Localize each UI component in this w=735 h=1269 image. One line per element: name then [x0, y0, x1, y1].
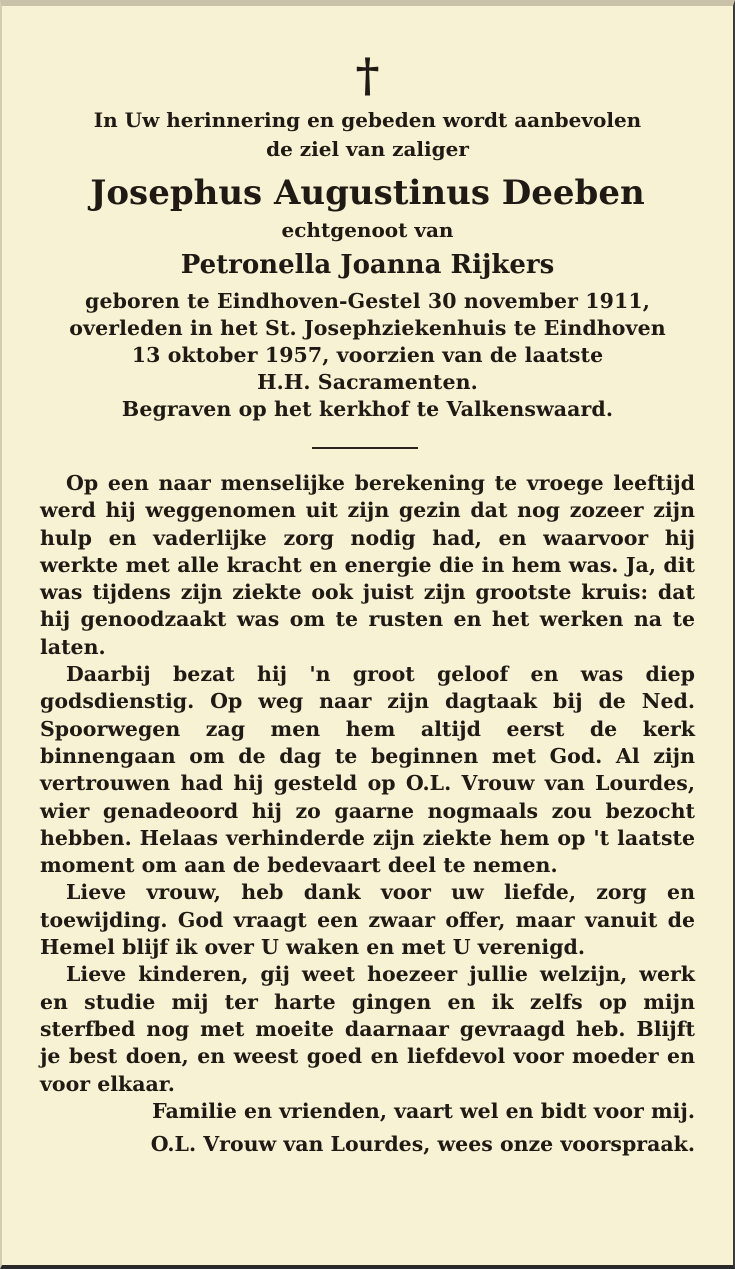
paragraph: Daarbij bezat hij 'n groot geloof en was diep godsdienstig. Op weg naar zijn dagtaak bij de Ned. Spoorwegen zag men hem altijd eerst de kerk binnengaan om de dag te beginnen met God. Al zijn vertrouwen had hij gesteld op O.L. Vrouw van Lourdes, wier genadeoord hij zo gaarne nogmaals zou bezocht hebben. Helaas verhinderde zijn ziekte hem op 't laatste moment om aan de bedevaart deel te nemen. [40, 662, 695, 878]
deceased-name: Josephus Augustinus Deeben [90, 173, 645, 213]
bio-line: H.H. Sacramenten. [257, 370, 478, 394]
intro-line-2: de ziel van zaliger [266, 137, 469, 161]
spouse-intro: echtgenoot van [281, 218, 454, 242]
bio-block [32, 288, 703, 423]
bio-line: 13 oktober 1957, voorzien van de laatste [131, 343, 604, 367]
cross-icon: † [355, 48, 380, 102]
spouse-name: Petronella Joanna Rijkers [180, 250, 555, 280]
closing-line: Familie en vrienden, vaart wel en bidt voor mij. [152, 1098, 695, 1123]
card-header [32, 106, 703, 423]
intro-line-1: In Uw herinnering en gebeden wordt aanbevolen [93, 108, 642, 132]
bio-line: geboren te Eindhoven-Gestel 30 november 1911, [85, 289, 650, 313]
bio-line: Begraven op het kerkhof te Valkenswaard. [121, 397, 614, 421]
card-body [40, 470, 695, 1158]
divider [312, 447, 418, 449]
final-prayer: O.L. Vrouw van Lourdes, wees onze voorspraak. [150, 1132, 695, 1157]
paragraph: Op een naar menselijke berekening te vroege leeftijd werd hij weggenomen uit zijn gezin dat nog zozeer zijn hulp en vaderlijke zorg nodig had, en waarvoor hij werkte met alle kracht en energie die in hem was. Ja, dit was tijdens zijn ziekte ook juist zijn grootste kruis: dat hij genoodzaakt was om te rusten en het werken na te laten. [40, 471, 695, 659]
paragraph: Lieve vrouw, heb dank voor uw liefde, zorg en toewijding. God vraagt een zwaar offer, maar vanuit de Hemel blijf ik over U waken en met U verenigd. [40, 880, 695, 960]
paragraph: Lieve kinderen, gij weet hoezeer jullie welzijn, werk en studie mij ter harte gingen en ik zelfs op mijn sterfbed nog met moeite daarnaar gevraagd heb. Blijft je best doen, en weest goed en liefdevol voor moeder en voor elkaar. [40, 962, 695, 1096]
bio-line: overleden in het St. Josephziekenhuis te Eindhoven [69, 316, 666, 340]
